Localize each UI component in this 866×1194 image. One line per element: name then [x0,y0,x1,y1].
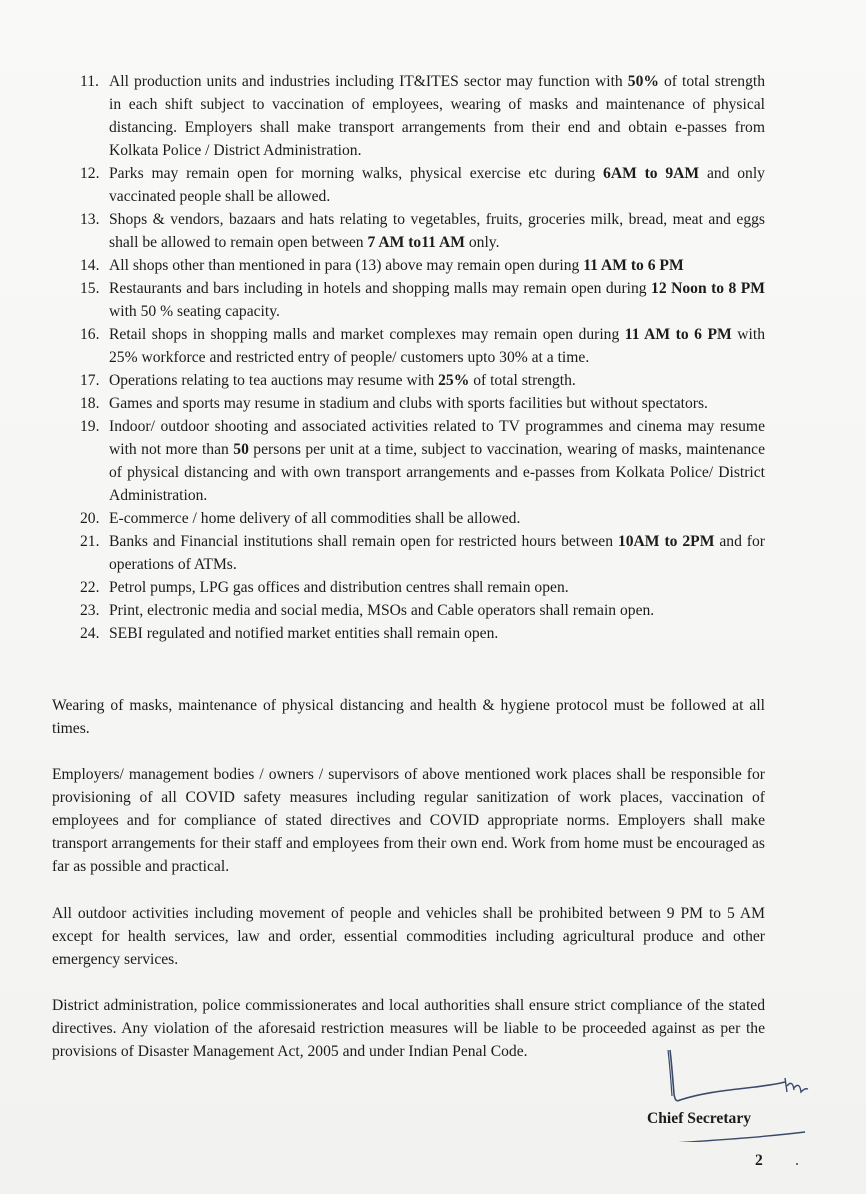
list-item [80,507,765,530]
list-item [80,208,765,254]
item-text: with 50 % seating capacity. [109,303,280,320]
emphasis-text: 11 AM to 6 PM [624,326,732,343]
item-text: Petrol pumps, LPG gas offices and distribution centres shall remain open. [109,579,569,596]
item-text: only. [464,234,500,251]
emphasis-text: 11 AM to 6 PM [583,257,684,274]
item-text: and only vaccinated people shall be allowed. [109,165,765,205]
list-item [80,70,765,162]
emphasis-text: 7 AM to11 AM [367,234,465,251]
speck-mark [796,1163,798,1165]
item-text: Parks may remain open for morning walks, physical exercise etc during [109,165,604,182]
item-number: 18. [80,395,100,412]
signatory-title: Chief Secretary [647,1110,752,1127]
item-text: Restaurants and bars including in hotels and shopping malls may remain open during [109,280,652,297]
item-number: 21. [80,533,100,550]
list-item [80,254,765,277]
item-number: 24. [80,625,100,642]
item-number: 13. [80,211,100,228]
item-text: All production units and industries including IT&ITES sector may function with [109,73,628,90]
emphasis-text: 25% [438,372,470,389]
list-item [80,369,765,392]
item-number: 16. [80,326,100,343]
list-item [80,576,765,599]
item-number: 11. [80,73,99,90]
list-item [80,162,765,208]
item-text: Operations relating to tea auctions may resume with [109,372,439,389]
list-item [80,277,765,323]
item-text: Indoor/ outdoor shooting and associated activities related to TV programmes and cinema may resume with not more than [109,418,765,458]
paragraph-enforcement: District administration, police commissionerates and local authorities shall ensure strict compliance of the stated directives. Any violation of the aforesaid restriction measures will be liable to be proceeded against as per the provisions of Disaster Management Act, 2005 and under Indian Penal Code. [52,997,765,1060]
item-number: 20. [80,510,100,527]
item-number: 12. [80,165,100,182]
item-text: All shops other than mentioned in para (13) above may remain open during [109,257,584,274]
list-item [80,392,765,415]
item-number: 19. [80,418,100,435]
paragraph-masks: Wearing of masks, maintenance of physical distancing and health & hygiene protocol must be followed at all times. [52,697,765,737]
list-item [80,323,765,369]
list-item [80,415,765,507]
item-text: and for operations of ATMs. [109,533,765,573]
list-item [80,530,765,576]
emphasis-text: 10AM to 2PM [617,533,715,550]
item-text: Games and sports may resume in stadium and clubs with sports facilities but without spectators. [109,395,708,412]
item-text: SEBI regulated and notified market entities shall remain open. [109,625,499,642]
item-text: Retail shops in shopping malls and market complexes may remain open during [109,326,625,343]
emphasis-text: 50 [233,441,249,458]
list-item [80,599,765,622]
paragraph-night-curfew: All outdoor activities including movement of people and vehicles shall be prohibited between 9 PM to 5 AM except for health services, law and order, essential commodities including agricultural produce and other emergency services. [52,905,765,968]
item-text: Print, electronic media and social media, MSOs and Cable operators shall remain open. [109,602,655,619]
item-number: 14. [80,257,100,274]
item-text: persons per unit at a time, subject to vaccination, wearing of masks, maintenance of physical distancing and with own transport arrangements and e-passes from Kolkata Police/ District Administration. [109,441,765,504]
emphasis-text: 6AM to 9AM [603,165,700,182]
item-number: 15. [80,280,100,297]
item-number: 23. [80,602,100,619]
item-text: of total strength in each shift subject to vaccination of employees, wearing of masks and maintenance of physical distancing. Employers shall make transport arrangements from their end and obtain e-passes from Kolkata Police / District Administration. [109,73,765,159]
emphasis-text: 12 Noon to 8 PM [651,280,766,297]
page-number: 2 [755,1152,763,1169]
item-text: Shops & vendors, bazaars and hats relating to vegetables, fruits, groceries milk, bread, meat and eggs shall be allowed to remain open between [109,211,765,251]
item-text: Banks and Financial institutions shall remain open for restricted hours between [109,533,618,550]
item-text: E-commerce / home delivery of all commodities shall be allowed. [109,510,521,527]
list-item [80,622,765,645]
item-number: 22. [80,579,100,596]
item-text: with 25% workforce and restricted entry of people/ customers upto 30% at a time. [109,326,765,366]
directives-list [80,70,765,645]
emphasis-text: 50% [627,73,659,90]
paragraph-employers: Employers/ management bodies / owners / supervisors of above mentioned work places shall be responsible for provisioning of all COVID safety measures including regular sanitization of work places, vaccination of employees and for compliance of stated directives and COVID appropriate norms. Employers shall make transport arrangements for their staff and employees from their own end. Work from home must be encouraged as far as possible and practical. [52,766,765,875]
item-text: of total strength. [469,372,576,389]
item-number: 17. [80,372,100,389]
